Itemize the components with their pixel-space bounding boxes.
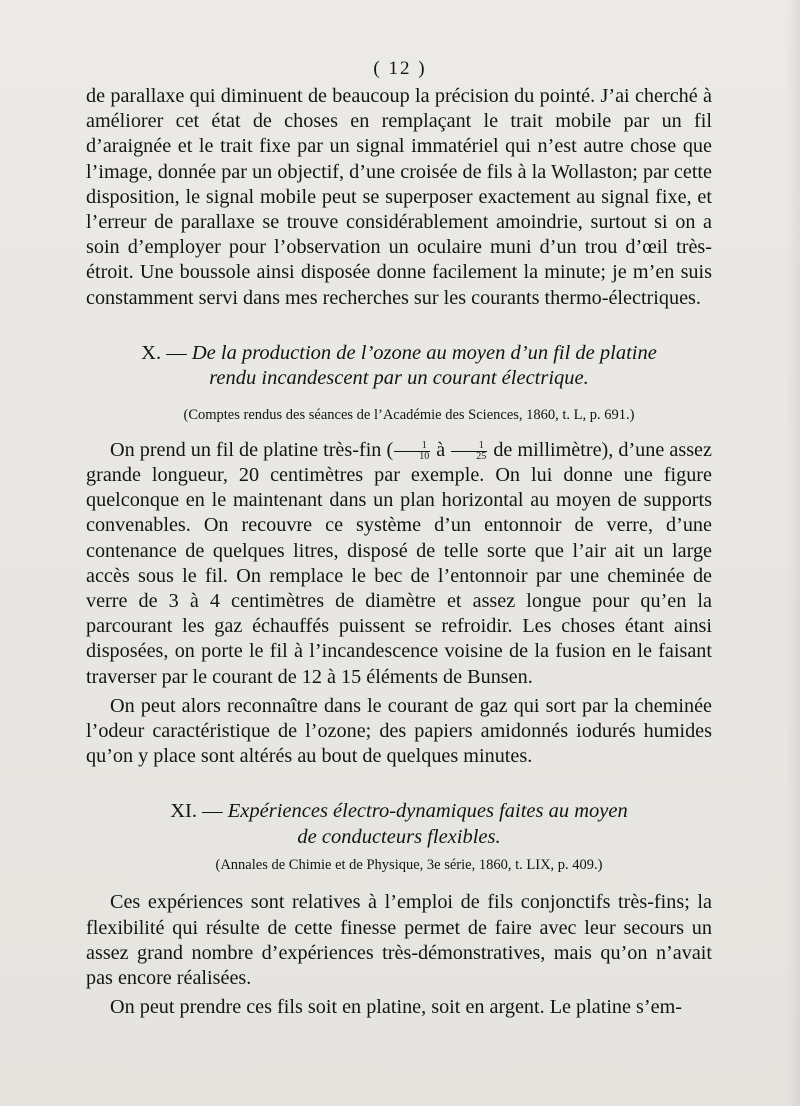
para-text-start: On prend un fil de platine très-fin ( (110, 438, 394, 461)
section-x-number: X. — (141, 341, 187, 364)
section-xi-title (86, 799, 712, 850)
fraction-one-twentyfifth (451, 441, 487, 462)
section-xi-paragraph-1: Ces expériences sont relatives à l’emploi de fils conjonctifs très-fins; la flexibilité qui résulte de cette finesse permet de faire avec leur secours un assez grand nombre d’expériences très-démonstratives, mais qu’on n’avait pas encore réalisées. (86, 891, 712, 990)
fraction-numerator: 1 (394, 441, 430, 452)
page-edge-shadow (786, 0, 800, 1106)
para-text-end: de millimètre), d’une assez grande longueur, 20 centimètres par exemple. On lui donne une figure quelconque en le maintenant dans un plan horizontal au moyen de supports convenables. On recouvre ce système d’un entonnoir de verre, d’une contenance de quelques litres, disposé de telle sorte que l’air ait un large accès sous le fil. On remplace le bec de l’entonnoir par une cheminée de verre de 3 à 4 centimètres de diamètre et assez longue pour qu’en la parcourant les gaz échauffés puissent se refroidir. Les choses étant ainsi disposées, on porte le fil à l’incandescence voisine de la fusion en le faisant traverser par le courant de 12 à 15 éléments de Bunsen. (86, 438, 712, 688)
fraction-connector: à (431, 438, 451, 461)
fraction-denominator: 25 (476, 450, 487, 462)
section-x-paragraph-1 (86, 438, 712, 690)
section-x-title-line1: De la production de l’ozone au moyen d’un fil de platine (191, 341, 657, 364)
section-xi-title-line2: de conducteurs flexibles. (297, 825, 501, 848)
section-xi-paragraph-2: On peut prendre ces fils soit en platine, soit en argent. Le platine s’em- (110, 996, 682, 1019)
section-x-title (86, 341, 712, 392)
section-xi-title-line1: Expériences électro-dynamiques faites au moyen (227, 800, 628, 823)
fraction-numerator: 1 (451, 441, 487, 452)
section-x-title-line2: rendu incandescent par un courant électrique. (209, 367, 589, 390)
section-x-citation: (Comptes rendus des séances de l’Académie des Sciences, 1860, t. L, p. 691.) (183, 406, 635, 423)
page-number: ( 12 ) (373, 58, 427, 79)
continued-paragraph: de parallaxe qui diminuent de beaucoup la précision du pointé. J’ai cherché à améliorer cet état de choses en remplaçant le trait mobile par un fil d’araignée et le trait fixe par un signal immatériel qui n’est autre chose que l’image, donnée par un objectif, d’une croisée de fils à la Wollaston; par cette disposition, le signal mobile peut se superposer exactement au signal fixe, et l’erreur de parallaxe se trouve considérablement amoindrie, surtout si on a soin d’employer pour l’observation un oculaire muni d’un trou d’œil très-étroit. Une boussole ainsi disposée donne facilement la minute; je m’en suis constamment servi dans mes recherches sur les courants thermo-électriques. (86, 85, 712, 309)
fraction-denominator: 10 (419, 450, 430, 462)
text-column (86, 84, 712, 1020)
section-xi-number: XI. — (170, 800, 223, 823)
section-xi-citation: (Annales de Chimie et de Physique, 3e série, 1860, t. LIX, p. 409.) (215, 857, 603, 874)
section-x-paragraph-2: On peut alors reconnaître dans le courant de gaz qui sort par la cheminée l’odeur caractéristique de l’ozone; des papiers amidonnés iodurés humides qu’on y place sont altérés au bout de quelques minutes. (86, 694, 712, 768)
fraction-one-tenth (394, 441, 430, 462)
